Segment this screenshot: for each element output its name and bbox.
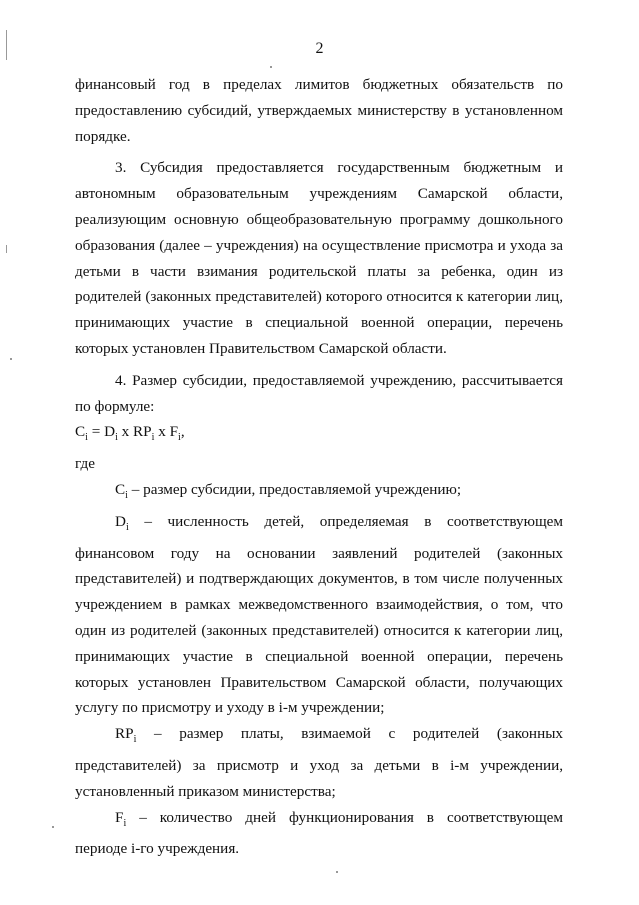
scan-speck [336, 871, 338, 873]
scan-speck [52, 826, 54, 828]
page-number: 2 [315, 40, 324, 57]
where-label: где [75, 455, 95, 473]
definition-fi: $F_i$ – количество дней функционирования в соответствующем периоде i-го учреждения. [75, 808, 563, 858]
paragraph-clause-4: 4. Размер субсидии, предоставляемой учреждению, рассчитывается по формуле: [75, 371, 563, 415]
definition-di: $D_i$ – численность детей, определяемая в соответствующем финансовом году на основании заявлений родителей (законных представителей) и подтверждающих документов, в том числе полученных учреждением в рамках межведомственного взаимодействия, о том, что один из родителей (законных представителей) относится к категории лиц, принимающих участие в специальной военной операции, перечень которых установлен Правительством Самарской области, получающих услугу по присмотру и уходу в i-м учреждении; [75, 512, 563, 717]
paragraph-clause-3: 3. Субсидия предоставляется государственным бюджетным и автономным образовательным учреждениям Самарской области, реализующим основную общеобразовательную программу дошкольного образования (далее – учреждения) на осуществление присмотра и ухода за детьми в части взимания родительской платы за ребенка, один из родителей (законных представителей) которого относится к категории лиц, принимающих участие в специальной военной операции, перечень которых установлен Правительством Самарской области. [75, 159, 563, 357]
definition-ci: $C_i$ – размер субсидии, предоставляемой учреждению; [115, 480, 462, 502]
definition-rpi: $RP_i$ – размер платы, взимаемой с родителей (законных представителей) за присмотр и уход за детьми в i-м учреждении, установленный приказом министерства; [75, 725, 563, 800]
scan-speck [270, 66, 272, 68]
document-body [75, 72, 563, 862]
subsidy-formula: $C_i = D_i$ x $RP_i$ x $F_i$, [75, 423, 185, 444]
scan-speck [10, 358, 12, 360]
scan-edge-mark [6, 245, 7, 253]
paragraph-continuation: финансовый год в пределах лимитов бюджетных обязательств по предоставлению субсидий, утверждаемых министерству в установленном порядке. [75, 76, 563, 145]
